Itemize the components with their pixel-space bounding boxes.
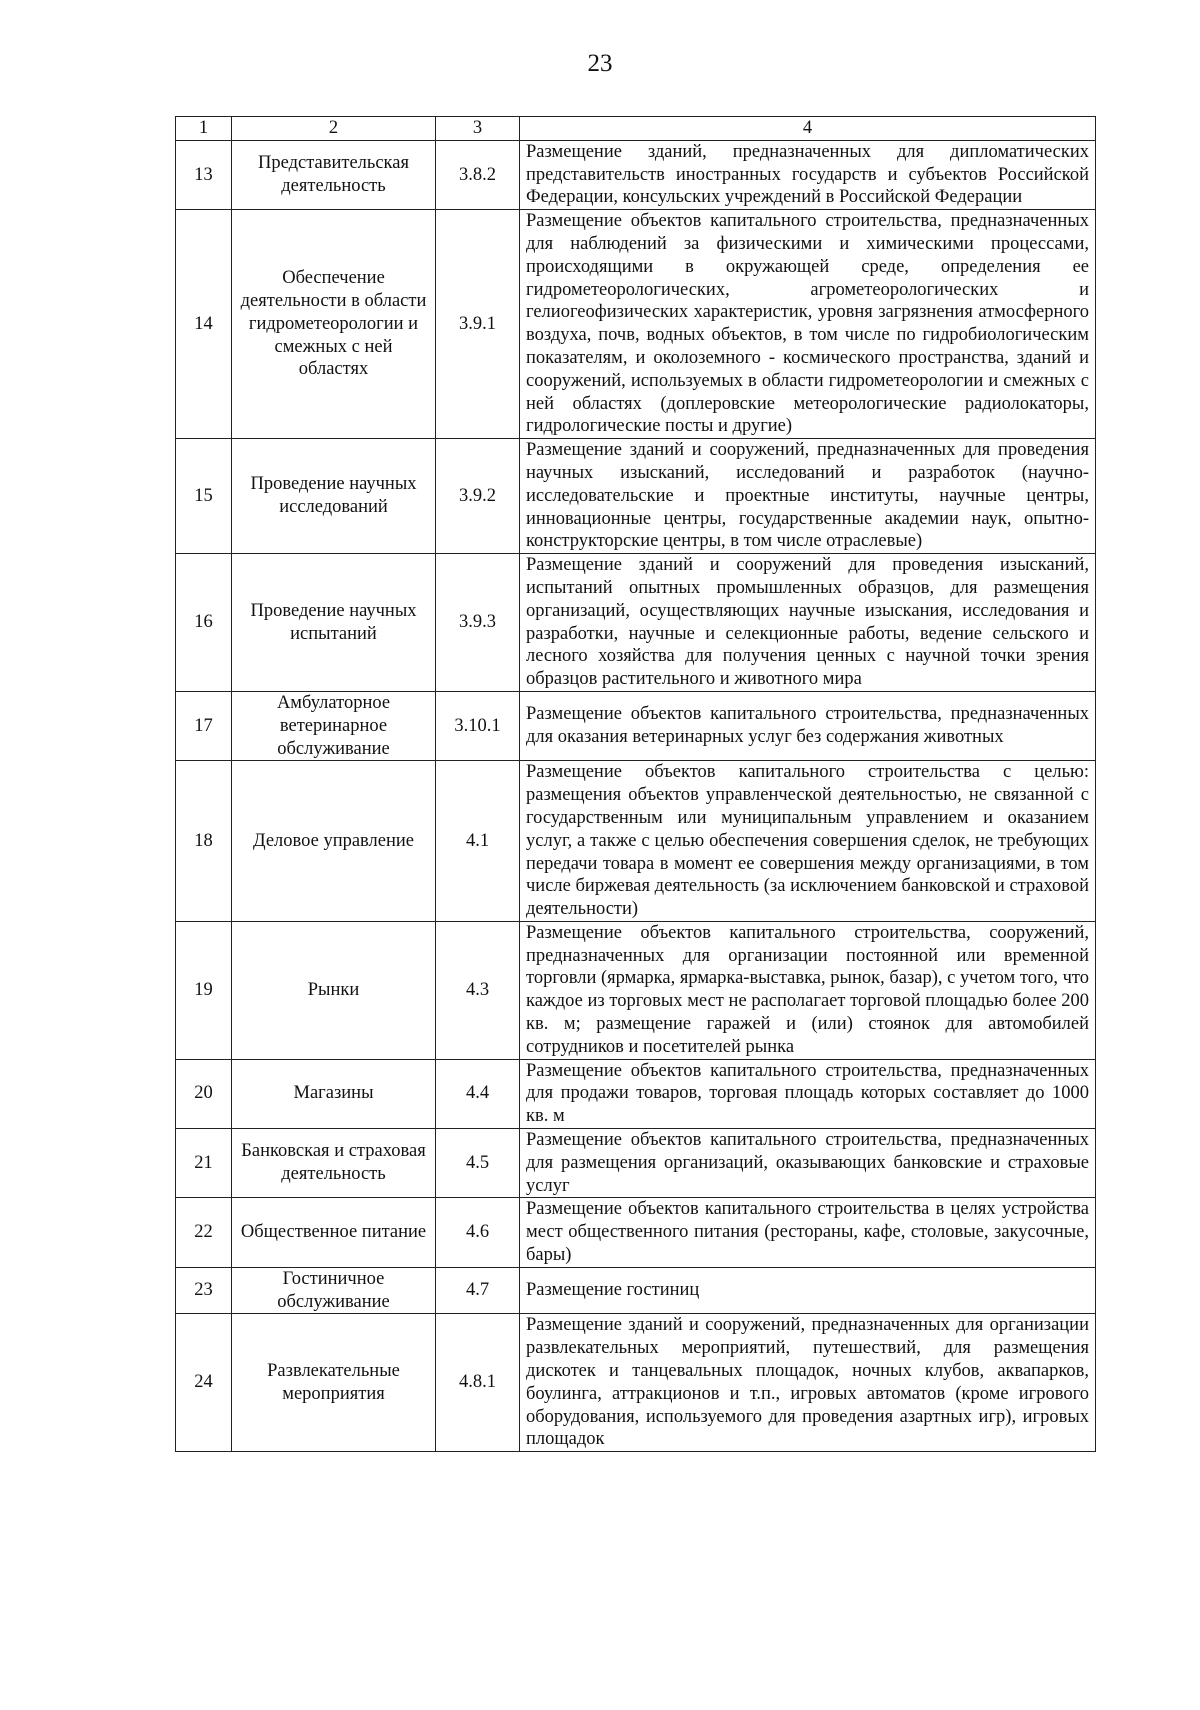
row-number: 16 <box>176 554 232 692</box>
use-type-name: Общественное питание <box>232 1198 436 1267</box>
use-type-code: 3.8.2 <box>436 140 520 209</box>
table-row <box>176 691 1096 760</box>
column-header-code: 3 <box>436 117 520 141</box>
use-type-name: Проведение научных исследований <box>232 439 436 554</box>
use-type-code: 4.6 <box>436 1198 520 1267</box>
use-type-code: 3.9.3 <box>436 554 520 692</box>
land-use-table <box>175 116 1096 1452</box>
use-type-code: 3.9.2 <box>436 439 520 554</box>
use-type-description: Размещение объектов капитального строительства, сооружений, предназначенных для организации постоянной или временной торговли (ярмарка, ярмарка-выставка, рынок, базар), с учетом того, что каждое из торговых мест не располагает торговой площадью более 200 кв. м; размещение гаражей и (или) стоянок для автомобилей сотрудников и посетителей рынка <box>520 921 1096 1059</box>
row-number: 14 <box>176 210 232 439</box>
use-type-code: 4.4 <box>436 1059 520 1128</box>
use-type-code: 4.1 <box>436 761 520 922</box>
row-number: 21 <box>176 1129 232 1198</box>
use-type-description: Размещение гостиниц <box>520 1267 1096 1314</box>
use-type-name: Гостиничное обслуживание <box>232 1267 436 1314</box>
use-type-name: Представительская деятельность <box>232 140 436 209</box>
table-row <box>176 1059 1096 1128</box>
table-row <box>176 210 1096 439</box>
use-type-name: Развлекательные мероприятия <box>232 1314 436 1452</box>
table-row <box>176 1129 1096 1198</box>
use-type-description: Размещение зданий, предназначенных для дипломатических представительств иностранных государств и субъектов Российской Федерации, консульских учреждений в Российской Федерации <box>520 140 1096 209</box>
column-header-number: 1 <box>176 117 232 141</box>
row-number: 17 <box>176 691 232 760</box>
use-type-description: Размещение объектов капитального строительства с целью: размещения объектов управленческой деятельностью, не связанной с государственным или муниципальным управлением и оказанием услуг, а также с целью обеспечения совершения сделок, не требующих передачи товара в момент ее совершения между организациями, в том числе биржевая деятельность (за исключением банковской и страховой деятельности) <box>520 761 1096 922</box>
use-type-name: Деловое управление <box>232 761 436 922</box>
use-type-description: Размещение объектов капитального строительства, предназначенных для оказания ветеринарных услуг без содержания животных <box>520 691 1096 760</box>
use-type-description: Размещение объектов капитального строительства в целях устройства мест общественного питания (рестораны, кафе, столовые, закусочные, бары) <box>520 1198 1096 1267</box>
use-type-name: Проведение научных испытаний <box>232 554 436 692</box>
table-row <box>176 1267 1096 1314</box>
use-type-description: Размещение объектов капитального строительства, предназначенных для продажи товаров, торговая площадь которых составляет до 1000 кв. м <box>520 1059 1096 1128</box>
use-type-description: Размещение зданий и сооружений для проведения изысканий, испытаний опытных промышленных образцов, для размещения организаций, осуществляющих научные изыскания, исследования и разработки, научные и селекционные работы, ведение сельского и лесного хозяйства для получения ценных с научной точки зрения образцов растительного и животного мира <box>520 554 1096 692</box>
use-type-description: Размещение объектов капитального строительства, предназначенных для наблюдений за физическими и химическими процессами, происходящими в окружающей среде, определения ее гидрометеорологических, агрометеорологических и гелиогеофизических характеристик, уровня загрязнения атмосферного воздуха, почв, водных объектов, в том числе по гидробиологическим показателям, и околоземного - космического пространства, зданий и сооружений, используемых в области гидрометеорологии и смежных с ней областях (доплеровские метеорологические радиолокаторы, гидрологические посты и другие) <box>520 210 1096 439</box>
use-type-name: Амбулаторное ветеринарное обслуживание <box>232 691 436 760</box>
use-type-code: 3.9.1 <box>436 210 520 439</box>
table-header-row <box>176 117 1096 141</box>
use-type-name: Обеспечение деятельности в области гидрометеорологии и смежных с ней областях <box>232 210 436 439</box>
table-row <box>176 921 1096 1059</box>
page-number: 23 <box>587 50 613 77</box>
use-type-code: 4.5 <box>436 1129 520 1198</box>
use-type-code: 4.3 <box>436 921 520 1059</box>
table-row <box>176 140 1096 209</box>
use-type-code: 4.8.1 <box>436 1314 520 1452</box>
row-number: 20 <box>176 1059 232 1128</box>
table-row <box>176 439 1096 554</box>
use-type-description: Размещение зданий и сооружений, предназначенных для проведения научных изысканий, исследований и разработок (научно-исследовательские и проектные институты, научные центры, инновационные центры, государственные академии наук, опытно-конструкторские центры, в том числе отраслевые) <box>520 439 1096 554</box>
row-number: 15 <box>176 439 232 554</box>
row-number: 23 <box>176 1267 232 1314</box>
use-type-code: 3.10.1 <box>436 691 520 760</box>
table-row <box>176 554 1096 692</box>
use-type-name: Магазины <box>232 1059 436 1128</box>
row-number: 24 <box>176 1314 232 1452</box>
use-type-name: Рынки <box>232 921 436 1059</box>
table-row <box>176 1314 1096 1452</box>
table-row <box>176 761 1096 922</box>
row-number: 18 <box>176 761 232 922</box>
use-type-name: Банковская и страховая деятельность <box>232 1129 436 1198</box>
row-number: 13 <box>176 140 232 209</box>
table-row <box>176 1198 1096 1267</box>
column-header-name: 2 <box>232 117 436 141</box>
use-type-code: 4.7 <box>436 1267 520 1314</box>
row-number: 19 <box>176 921 232 1059</box>
use-type-description: Размещение зданий и сооружений, предназначенных для организации развлекательных мероприятий, путешествий, для размещения дискотек и танцевальных площадок, ночных клубов, аквапарков, боулинга, аттракционов и т.п., игровых автоматов (кроме игрового оборудования, используемого для проведения азартных игр), игровых площадок <box>520 1314 1096 1452</box>
row-number: 22 <box>176 1198 232 1267</box>
column-header-description: 4 <box>520 117 1096 141</box>
use-type-description: Размещение объектов капитального строительства, предназначенных для размещения организаций, оказывающих банковские и страховые услуг <box>520 1129 1096 1198</box>
